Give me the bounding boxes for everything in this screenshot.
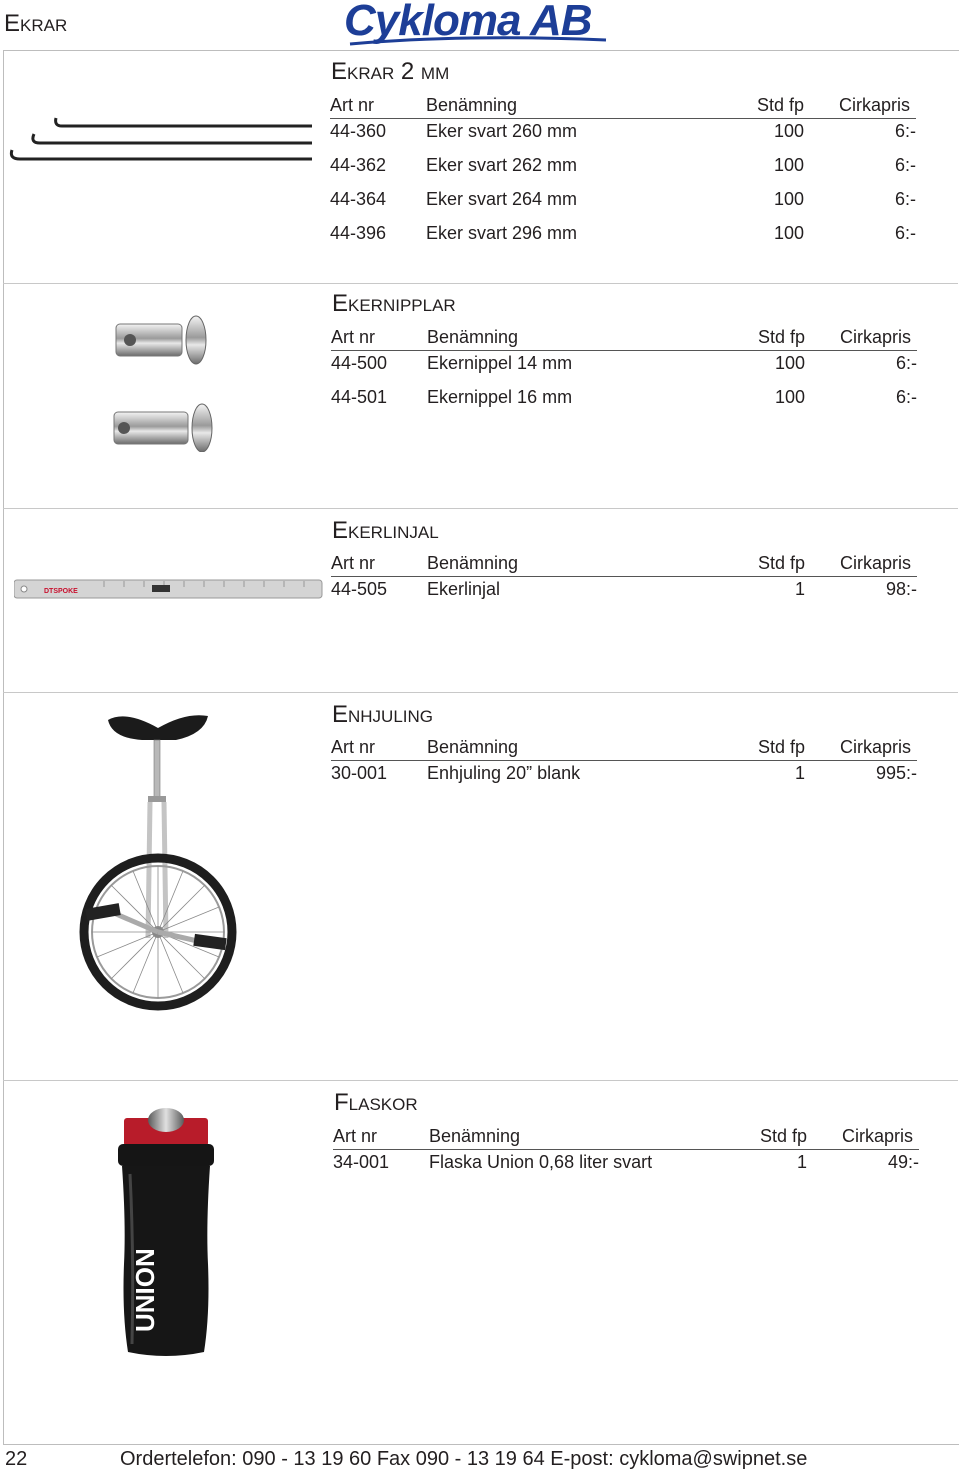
price: 6:- — [894, 223, 916, 243]
col-std: Std fp — [756, 95, 804, 115]
table-row — [330, 153, 916, 187]
col-benamning: Benämning — [426, 95, 518, 115]
col-std: Std fp — [759, 1126, 807, 1146]
product-table — [331, 736, 917, 795]
price: 6:- — [895, 353, 917, 373]
price: 49:- — [887, 1152, 919, 1172]
art-nr: 34-001 — [333, 1152, 390, 1172]
table-row — [331, 385, 917, 419]
section-title: Enhjuling — [332, 701, 434, 728]
benamning: Ekernippel 16 mm — [427, 387, 573, 407]
col-cirkapris: Cirkapris — [839, 327, 911, 347]
price: 98:- — [885, 579, 917, 599]
benamning: Flaska Union 0,68 liter svart — [429, 1152, 653, 1172]
section-divider — [3, 508, 958, 509]
logo-text: Cykloma AB — [344, 0, 592, 45]
cykloma-logo — [344, 0, 616, 50]
col-cirkapris: Cirkapris — [839, 737, 911, 757]
table-row — [330, 187, 916, 221]
table-header — [331, 736, 917, 761]
ruler-brand: DTSPOKE — [44, 588, 78, 595]
product-table — [331, 326, 917, 419]
table-row — [330, 119, 916, 153]
col-benamning: Benämning — [427, 737, 519, 757]
section-divider — [3, 1080, 958, 1081]
benamning: Ekernippel 14 mm — [427, 353, 573, 373]
art-nr: 44-362 — [330, 155, 387, 175]
price: 6:- — [894, 121, 916, 141]
section-title: Flaskor — [334, 1089, 418, 1116]
std-fp: 1 — [794, 763, 805, 783]
table-row — [333, 1150, 919, 1184]
price: 6:- — [894, 189, 916, 209]
price: 6:- — [895, 387, 917, 407]
col-std: Std fp — [757, 327, 805, 347]
benamning: Eker svart 264 mm — [426, 189, 578, 209]
spokes-image — [6, 112, 326, 172]
table-header — [331, 552, 917, 577]
col-std: Std fp — [757, 553, 805, 573]
col-art: Art nr — [331, 327, 376, 347]
std-fp: 100 — [774, 353, 805, 373]
benamning: Eker svart 262 mm — [426, 155, 578, 175]
art-nr: 44-364 — [330, 189, 387, 209]
page-number: 22 — [5, 1448, 28, 1470]
price: 995:- — [875, 763, 917, 783]
section-divider — [3, 283, 958, 284]
bottle-brand: UNION — [130, 1248, 160, 1332]
table-row — [331, 577, 917, 611]
page-heading: Ekrar — [4, 10, 68, 37]
art-nr: 44-501 — [331, 387, 388, 407]
std-fp: 1 — [794, 579, 805, 599]
section-divider — [3, 692, 958, 693]
bottle-image — [110, 1104, 220, 1364]
table-header — [333, 1125, 919, 1150]
section-title: Ekrar 2 mm — [331, 58, 450, 85]
benamning: Eker svart 296 mm — [426, 223, 578, 243]
art-nr: 30-001 — [331, 763, 388, 783]
product-table — [333, 1125, 919, 1184]
benamning: Ekerlinjal — [427, 579, 501, 599]
unicycle-image — [76, 706, 246, 1016]
col-cirkapris: Cirkapris — [838, 95, 910, 115]
col-art: Art nr — [333, 1126, 378, 1146]
nipples-image — [110, 312, 220, 452]
table-header — [331, 326, 917, 351]
table-row — [330, 221, 916, 255]
art-nr: 44-500 — [331, 353, 388, 373]
contact-info: Ordertelefon: 090 - 13 19 60 Fax 090 - 13 19 64 E-post: cykloma@swipnet.se — [120, 1448, 808, 1470]
std-fp: 1 — [796, 1152, 807, 1172]
price: 6:- — [894, 155, 916, 175]
col-std: Std fp — [757, 737, 805, 757]
std-fp: 100 — [774, 387, 805, 407]
std-fp: 100 — [773, 155, 804, 175]
table-row — [331, 761, 917, 795]
product-table — [330, 94, 916, 255]
benamning: Eker svart 260 mm — [426, 121, 578, 141]
product-table — [331, 552, 917, 611]
col-art: Art nr — [330, 95, 375, 115]
table-header — [330, 94, 916, 119]
ruler-image — [14, 578, 324, 602]
col-benamning: Benämning — [427, 553, 519, 573]
benamning: Enhjuling 20” blank — [427, 763, 581, 783]
art-nr: 44-505 — [331, 579, 388, 599]
section-title: Ekernipplar — [332, 290, 456, 317]
col-benamning: Benämning — [427, 327, 519, 347]
art-nr: 44-396 — [330, 223, 387, 243]
col-cirkapris: Cirkapris — [839, 553, 911, 573]
col-cirkapris: Cirkapris — [841, 1126, 913, 1146]
section-title: Ekerlinjal — [332, 517, 439, 544]
table-row — [331, 351, 917, 385]
logo-swoosh — [344, 0, 616, 50]
col-art: Art nr — [331, 737, 376, 757]
col-benamning: Benämning — [429, 1126, 521, 1146]
std-fp: 100 — [773, 121, 804, 141]
std-fp: 100 — [773, 189, 804, 209]
std-fp: 100 — [773, 223, 804, 243]
col-art: Art nr — [331, 553, 376, 573]
art-nr: 44-360 — [330, 121, 387, 141]
